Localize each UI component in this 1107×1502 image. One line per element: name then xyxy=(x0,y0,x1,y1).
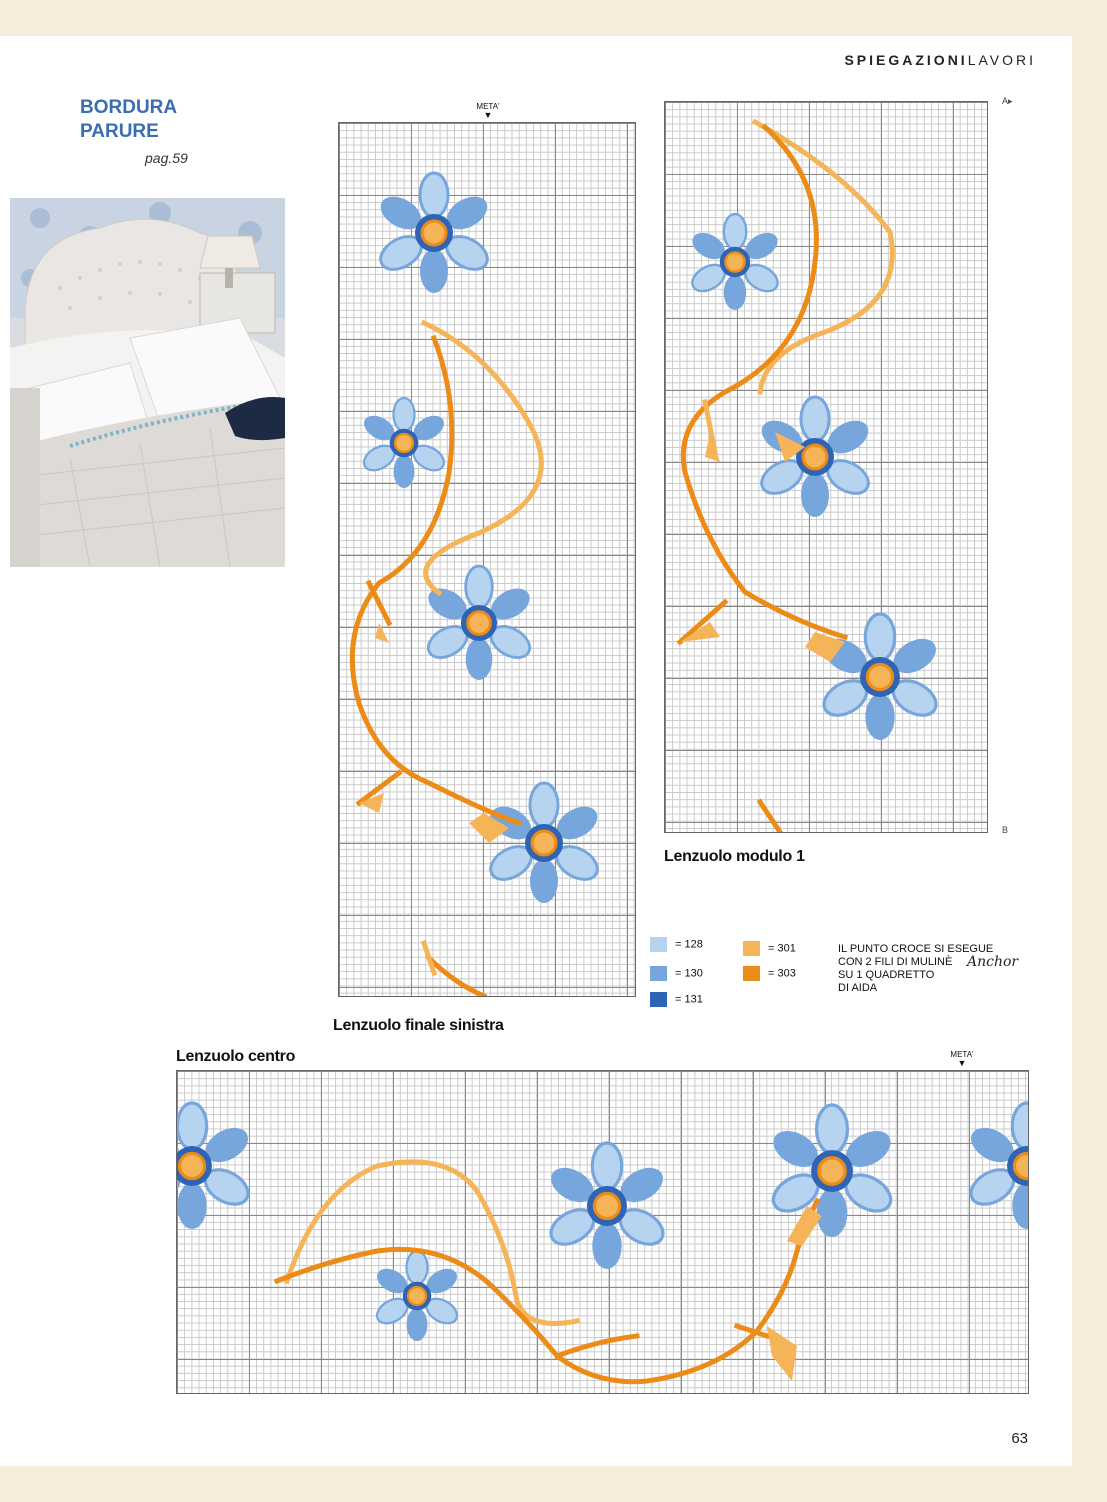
page-number: 63 xyxy=(1011,1430,1028,1447)
legend-code-130: = 130 xyxy=(675,967,703,980)
caption-finale-sinistra: Lenzuolo finale sinistra xyxy=(333,1017,504,1034)
section-header xyxy=(844,52,1036,68)
page-reference: pag.59 xyxy=(145,150,188,166)
title-line1: BORDURA xyxy=(80,97,178,118)
meta-marker-centro xyxy=(940,1050,984,1068)
side-mark-b xyxy=(1002,825,1008,835)
legend-item-130 xyxy=(650,966,703,981)
note-line2: CON 2 FILI DI MULINÈ xyxy=(838,956,953,968)
legend-item-128 xyxy=(650,937,703,952)
side-mark-a-label: A xyxy=(1002,96,1009,106)
swatch-130 xyxy=(650,966,667,981)
chart-lenzuolo-centro xyxy=(176,1070,1029,1394)
bedroom-photo xyxy=(10,198,285,567)
meta-marker-finale xyxy=(468,102,508,120)
legend-code-301: = 301 xyxy=(768,942,796,955)
meta-label-centro: META' xyxy=(950,1050,974,1059)
caption-centro: Lenzuolo centro xyxy=(176,1048,296,1065)
chart-lenzuolo-modulo-1 xyxy=(664,101,988,833)
caption-modulo-1: Lenzuolo modulo 1 xyxy=(664,848,805,865)
legend-item-303 xyxy=(743,966,796,981)
side-mark-b-label: B xyxy=(1002,825,1009,835)
anchor-brand-logo: Anchor xyxy=(967,954,1019,970)
side-mark-a: A▸ xyxy=(1002,96,1013,106)
swatch-128 xyxy=(650,937,667,952)
chart-lenzuolo-finale-sinistra xyxy=(338,122,636,997)
swatch-131 xyxy=(650,992,667,1007)
swatch-301 xyxy=(743,941,760,956)
header-part1: SPIEGAZIONI xyxy=(844,52,968,68)
meta-label: META' xyxy=(476,102,500,111)
legend-code-128: = 128 xyxy=(675,938,703,951)
title-line2: PARURE xyxy=(80,121,159,142)
legend-code-303: = 303 xyxy=(768,967,796,980)
down-arrow-icon: ▼ xyxy=(957,1058,967,1068)
note-line3: SU 1 QUADRETTO xyxy=(838,969,935,981)
header-part2: LAVORI xyxy=(967,52,1036,68)
legend-item-301 xyxy=(743,941,796,956)
note-line1: IL PUNTO CROCE SI ESEGUE xyxy=(838,943,994,955)
page xyxy=(0,36,1072,1466)
article-title xyxy=(80,96,177,144)
swatch-303 xyxy=(743,966,760,981)
note-line4: DI AIDA xyxy=(838,982,878,994)
legend-item-131 xyxy=(650,992,703,1007)
down-arrow-icon: ▼ xyxy=(483,110,493,120)
legend-code-131: = 131 xyxy=(675,993,703,1006)
